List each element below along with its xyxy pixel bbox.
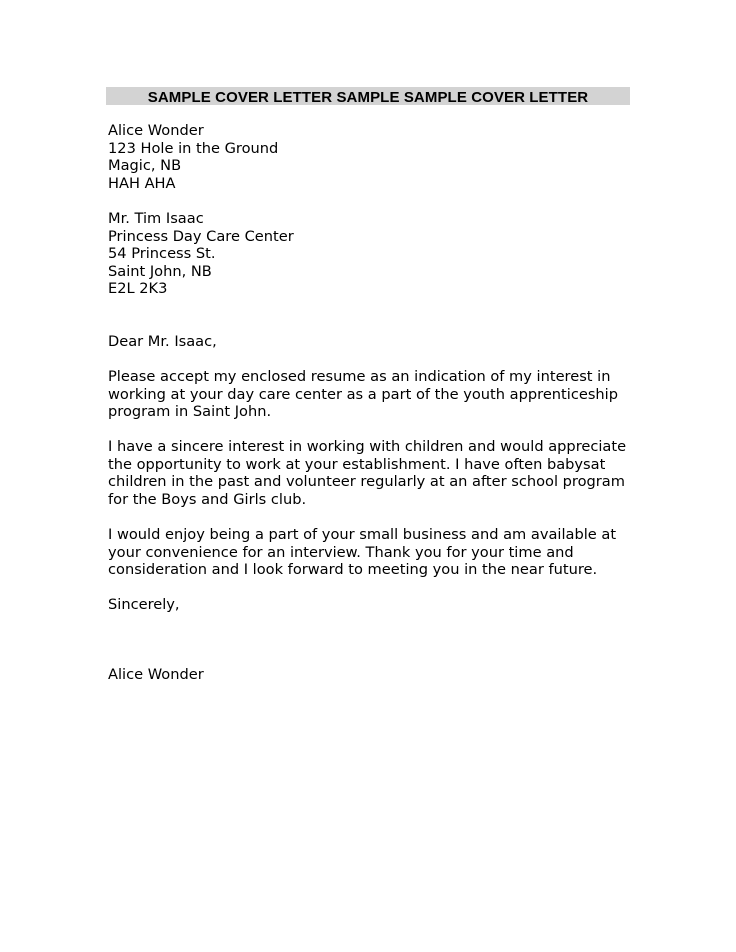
recipient-address bbox=[108, 210, 294, 298]
paragraph-line: the opportunity to work at your establishment. I have often babysat bbox=[108, 455, 606, 473]
salutation-text: Dear Mr. Isaac, bbox=[108, 333, 217, 350]
title-banner bbox=[106, 87, 630, 105]
paragraph-line: consideration and I look forward to meeting you in the near future. bbox=[108, 561, 598, 579]
signature-name: Alice Wonder bbox=[108, 666, 204, 683]
sender-street: 123 Hole in the Ground bbox=[108, 139, 279, 157]
paragraph-line: Please accept my enclosed resume as an indication of my interest in bbox=[108, 368, 611, 385]
paragraph-line: I have a sincere interest in working with children and would appreciate bbox=[108, 438, 627, 455]
paragraph-line: I would enjoy being a part of your small business and am available at bbox=[108, 526, 617, 543]
paragraph-3 bbox=[108, 526, 616, 579]
recipient-city: Saint John, NB bbox=[108, 262, 212, 280]
recipient-name: Mr. Tim Isaac bbox=[108, 210, 204, 227]
sender-address bbox=[108, 122, 278, 192]
salutation bbox=[108, 333, 217, 351]
sender-name: Alice Wonder bbox=[108, 122, 204, 139]
signature bbox=[108, 666, 204, 684]
recipient-street: 54 Princess St. bbox=[108, 245, 216, 263]
recipient-postal-code: E2L 2K3 bbox=[108, 280, 168, 298]
sender-city: Magic, NB bbox=[108, 157, 182, 175]
paragraph-line: for the Boys and Girls club. bbox=[108, 490, 307, 508]
recipient-organization: Princess Day Care Center bbox=[108, 227, 294, 245]
paragraph-2 bbox=[108, 438, 626, 508]
paragraph-1 bbox=[108, 368, 618, 421]
paragraph-line: your convenience for an interview. Thank you for your time and bbox=[108, 543, 574, 561]
paragraph-line: children in the past and volunteer regularly at an after school program bbox=[108, 473, 625, 491]
paragraph-line: working at your day care center as a part of the youth apprenticeship bbox=[108, 385, 618, 403]
closing-text: Sincerely, bbox=[108, 596, 180, 613]
closing bbox=[108, 596, 180, 614]
paragraph-line: program in Saint John. bbox=[108, 403, 272, 421]
sender-postal-code: HAH AHA bbox=[108, 174, 176, 192]
page-title: SAMPLE COVER LETTER SAMPLE SAMPLE COVER LETTER bbox=[147, 89, 589, 106]
